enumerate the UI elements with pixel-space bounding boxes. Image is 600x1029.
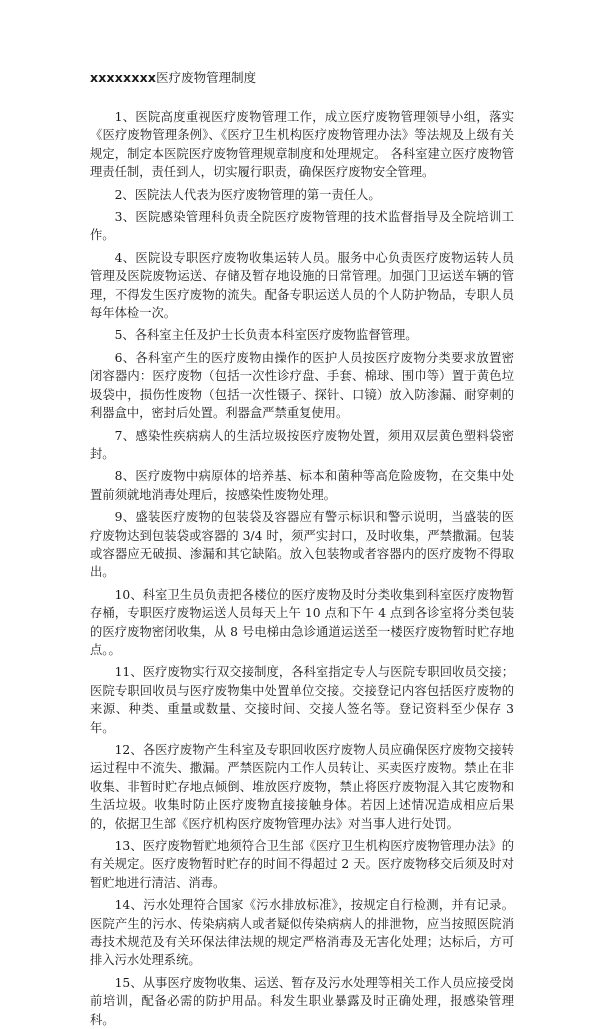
clause-4: 4、医院设专职医疗废物收集运转人员。服务中心负责医疗废物运转人员管理及医院废物运送、存储及暂存地设施的日常管理。加强门卫运送车辆的管理，不得发生医疗废物的流失。配备专职运送人员的个人防护物品，专职人员每年体检一次。 xyxy=(90,250,514,321)
clause-15: 15、从事医疗废物收集、运送、暂存及污水处理等相关工作人员应接受岗前培训，配备必需的防护用品。科发生职业暴露及时正确处理，报感染管理科。 xyxy=(90,975,514,1027)
clause-5: 5、各科室主任及护士长负责本科室医疗废物监督管理。 xyxy=(114,328,418,343)
clause-2: 2、医院法人代表为医疗废物管理的第一责任人。 xyxy=(114,187,381,202)
clause-1: 1、医院高度重视医疗废物管理工作，成立医疗废物管理领导小组，落实《医疗废物管理条例》、《医疗卫生机构医疗废物管理办法》等法规及上级有关规定，制定本医院医疗废物管理规章制度和处理规定。 各科室建立医疗废物管理责任制，责任到人，切实履行职责，确保医疗废物安全管理。 xyxy=(90,110,514,180)
clause-10: 10、科室卫生员负责把各楼位的医疗废物及时分类收集到科室医疗废物暂存桶，专职医疗废物运送人员每天上午 10 点和下午 4 点到各诊室将分类包装的医疗废物密闭收集，从 8 号电梯由急诊通道运送至一楼医疗废物暂时贮存地点。。 xyxy=(90,587,514,657)
clause-9: 9、盛装医疗废物的包装袋及容器应有警示标识和警示说明，当盛装的医疗废物达到包装袋或容器的 3/4 时，须严实封口，及时收集，严禁撒漏。包装或容器应无破损、渗漏和其它缺陷。放入包装物或者容器内的医疗废物不得取出。 xyxy=(90,510,514,580)
title-prefix: xxxxxxxx xyxy=(90,70,157,85)
clause-11: 11、医疗废物实行双交接制度，各科室指定专人与医院专职回收员交接；医院专职回收员与医疗废物集中处置单位交接。交接登记内容包括医疗废物的来源、种类、重量或数量、交接时间、交接人签名等。登记资料至少保存 3 年。 xyxy=(90,665,514,735)
clause-6: 6、各科室产生的医疗废物由操作的医护人员按医疗废物分类要求放置密闭容器内：医疗废物（包括一次性诊疗盘、手套、棉球、围巾等）置于黄色垃圾袋中，损伤性废物（包括一次性镊子、探针、口镜）放入防渗漏、耐穿刺的利器盒中，密封后处置。利器盒严禁重复使用。 xyxy=(90,350,514,421)
clause-8: 8、医疗废物中病原体的培养基、标本和菌种等高危险废物，在交集中处置前须就地消毒处理后，按感染性废物处理。 xyxy=(90,469,514,502)
document-title xyxy=(90,70,514,86)
clause-3: 3、医院感染管理科负责全院医疗废物管理的技术监督指导及全院培训工作。 xyxy=(90,210,514,243)
clause-14: 14、污水处理符合国家《污水排放标准》，按规定自行检测，并有记录。医院产生的污水、传染病病人或者疑似传染病病人的排泄物，应当按照医院消毒技术规范及有关环保法律法规的规定严格消毒及无害化处理；达标后，方可排入污水处理系统。 xyxy=(90,898,514,968)
title-text: 医疗废物管理制度 xyxy=(156,70,257,85)
clause-13: 13、医疗废物暂贮地须符合卫生部《医疗卫生机构医疗废物管理办法》的有关规定。医疗废物暂时贮存的时间不得超过 2 天。医疗废物移交后须及时对暂贮地进行清洁、消毒。 xyxy=(90,839,514,890)
clause-12: 12、各医疗废物产生科室及专职回收医疗废物人员应确保医疗废物交接转运过程中不流失、撒漏。严禁医院内工作人员转让、买卖医疗废物。禁止在非收集、非暂时贮存地点倾倒、堆放医疗废物，禁止将医疗废物混入其它废物和生活垃圾。收集时防止医疗废物直接接触身体。若因上述情况造成相应后果的，依据卫生部《医疗机构医疗废物管理办法》对当事人进行处罚。 xyxy=(90,743,514,831)
clause-7: 7、感染性疾病病人的生活垃圾按医疗废物处置，须用双层黄色塑料袋密封。 xyxy=(90,428,514,461)
